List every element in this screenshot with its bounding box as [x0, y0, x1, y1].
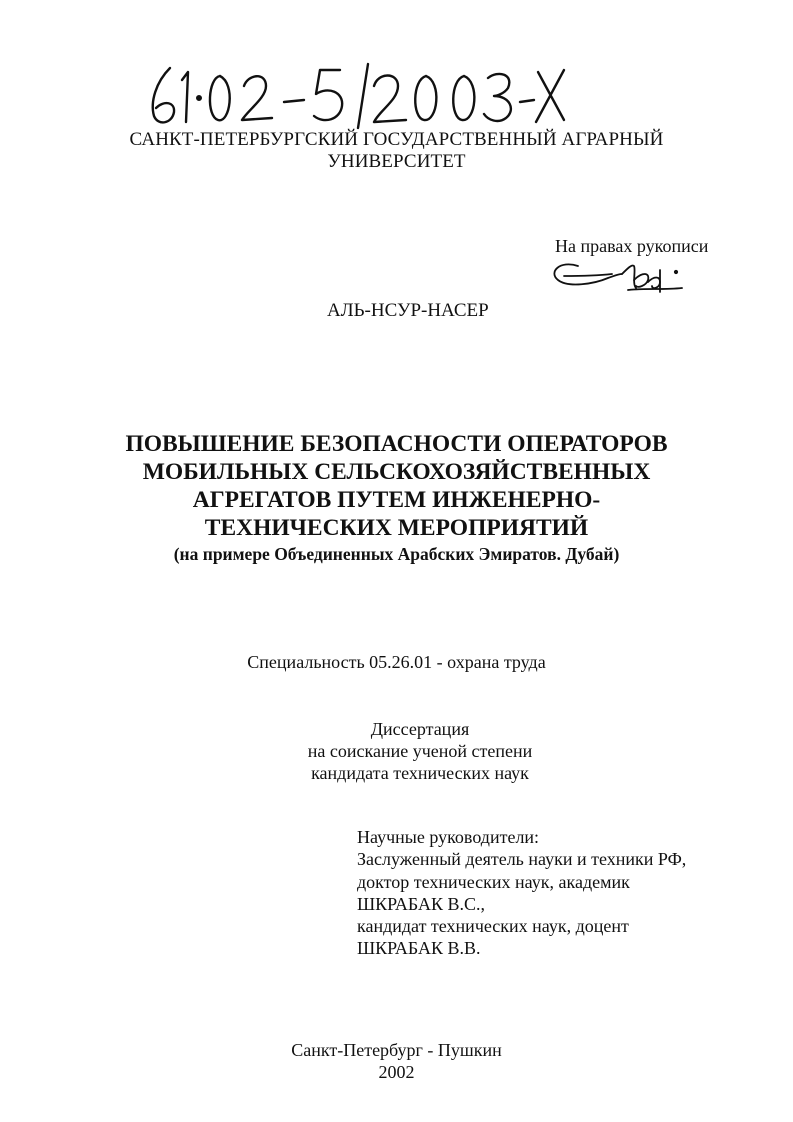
supervisor-line: доктор технических наук, академик: [357, 871, 630, 892]
handwritten-signature: [548, 258, 693, 298]
title-line: МОБИЛЬНЫХ СЕЛЬСКОХОЗЯЙСТВЕННЫХ: [142, 459, 651, 485]
title-line: АГРЕГАТОВ ПУТЕМ ИНЖЕНЕРНО-: [192, 487, 601, 513]
dissertation-degree-block: [300, 718, 540, 784]
manuscript-rights-note: На правах рукописи: [555, 236, 709, 256]
university-line-1: САНКТ-ПЕТЕРБУРГСКИЙ ГОСУДАРСТВЕННЫЙ АГРАРНЫЙ: [129, 129, 664, 150]
degree-line: кандидата технических наук: [311, 763, 529, 783]
footer-city: Санкт-Петербург - Пушкин: [291, 1040, 502, 1060]
footer-year: 2002: [378, 1062, 415, 1082]
title-line: ПОВЫШЕНИЕ БЕЗОПАСНОСТИ ОПЕРАТОРОВ: [125, 431, 668, 457]
degree-line: Диссертация: [370, 719, 470, 739]
supervisors-block: [357, 826, 686, 960]
supervisor-line: Заслуженный деятель науки и техники РФ,: [357, 849, 687, 870]
author-name: АЛЬ-НСУР-НАСЕР: [327, 300, 489, 321]
title-line: ТЕХНИЧЕСКИХ МЕРОПРИЯТИЙ: [204, 515, 589, 541]
degree-line: на соискание ученой степени: [307, 741, 533, 761]
supervisor-line: ШКРАБАК В.В.: [357, 938, 481, 959]
handwritten-archive-code: [148, 58, 568, 130]
specialty-line: Специальность 05.26.01 - охрана труда: [247, 652, 546, 672]
footer-place-year: [0, 1039, 793, 1083]
supervisor-line: ШКРАБАК В.С.,: [357, 893, 485, 914]
supervisor-line: кандидат технических наук, доцент: [357, 916, 629, 937]
supervisors-heading: Научные руководители:: [357, 827, 540, 847]
university-line-2: УНИВЕРСИТЕТ: [327, 151, 466, 172]
title-subtitle: (на примере Объединенных Арабских Эмиратов. Дубай): [173, 544, 620, 564]
university-name: [0, 129, 793, 173]
dissertation-title: [0, 430, 793, 542]
